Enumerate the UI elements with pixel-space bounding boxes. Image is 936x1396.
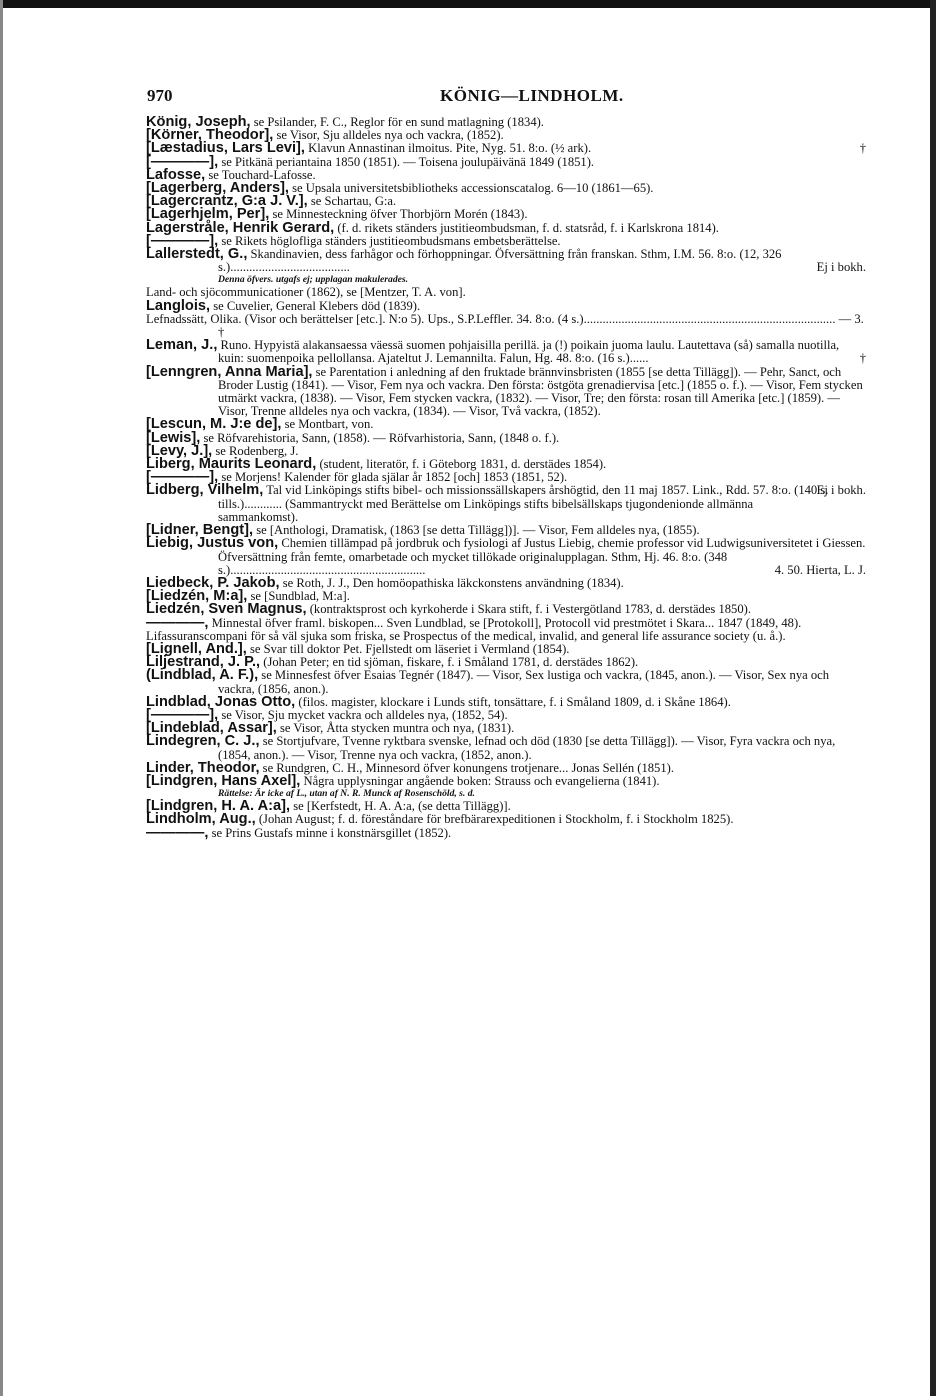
entry-text: Chemien tillämpad på jordbruk och fysiologi af Justus Liebig, chemie professor vid Ludwigsuniversitetet i Giessen. Öfversättning från femte, omarbetade och mycket tillökade originalupplagan. Sthm, Hj. 46. 8:o. (348 s.).............................................................. — [218, 536, 866, 577]
bibliography-entry — [146, 669, 866, 695]
entry-headword: [Liedzén, M:a], — [146, 588, 248, 605]
entry-text: se Rodenberg, J. — [215, 443, 299, 458]
entry-headword: Lefnadssätt, Olika. — [146, 311, 242, 326]
entry-headword: [————], — [146, 153, 219, 170]
entry-headword: Lallerstedt, G., — [146, 246, 248, 263]
entry-text: (Visor och berättelser [etc.]. N:o 5). Ups., S.P.Leffler. 34. 8:o. (4 s.)................................................................................ — 3. † — [218, 311, 864, 340]
entry-text: (kontraktsprost och kyrkoherde i Skara stift, f. i Vestergötland 1783, d. derstädes 1850). — [309, 602, 751, 617]
entry-headword: [Lagerberg, Anders], — [146, 180, 289, 197]
entry-headword: [————], — [146, 706, 219, 723]
bibliography-entry — [146, 537, 866, 577]
entry-headword: Lindblad, Jonas Otto, — [146, 693, 296, 710]
entry-headword: [Lescun, M. J:e de], — [146, 416, 282, 433]
entry-headword: Liebig, Justus von, — [146, 535, 279, 552]
entry-text: se Rikets höglofliga ständers justitieombudsmans embetsberättelse. — [221, 233, 561, 248]
entry-headword: [Lagercrantz, G:a J. V.], — [146, 193, 308, 210]
entry-headword: Leman, J., — [146, 337, 218, 354]
entry-text: Runo. Hypyistä alakansaessa väessä suomen pohjaisilla perillä. ja (!) poikain juoma laulu. Lautettava (så) samalla nuotilla, kuin: suomenpoika pellollansa. Ajateltut J. Lemannilta. Falun, Hg. 48. 8:o. (16 s.)...... — [218, 338, 840, 366]
running-head: KÖNIG—LINDHOLM. — [440, 86, 624, 105]
scan-border-left — [0, 0, 3, 1396]
entry-headword: Lidberg, Vilhelm, — [146, 482, 264, 499]
entry-headword: [Levy, J.], — [146, 442, 213, 459]
entry-text: (Johan Peter; en tid sjöman, fiskare, f. i Småland 1781, d. derstädes 1862). — [263, 655, 639, 670]
entry-text: se Visor, Åtta stycken muntra och nya, (1831). — [279, 721, 515, 736]
bibliography-entry — [146, 248, 866, 274]
entry-headword: Liedzén, Sven Magnus, — [146, 601, 307, 618]
entry-headword: [Lindeblad, Assar], — [146, 720, 277, 737]
entry-text: se Psilander, F. C., Reglor för en sund matlagning (1834). — [253, 115, 544, 129]
bibliography-entry — [146, 824, 866, 841]
entry-headword: Liedbeck, P. Jakob, — [146, 574, 280, 591]
entry-text: se Touchard-Lafosse. — [208, 167, 316, 182]
entry-headword: Lafosse, — [146, 166, 206, 183]
entry-headword: [Lagerhjelm, Per], — [146, 206, 270, 223]
entry-text: se Morjens! Kalender för glada själar år 1852 [och] 1853 (1851, 52). — [221, 470, 568, 485]
entry-headword: [Lindgren, H. A. A:a], — [146, 798, 291, 815]
entry-price-annotation: † — [859, 351, 866, 366]
entry-headword: Lagerstråle, Henrik Gerard, — [146, 219, 335, 236]
entry-text: se Minnesfest öfver Esaias Tegnér (1847). — Visor, Sex lustiga och vackra, (1845, anon.). — Visor, Sex nya och vackra, (1856, anon.). — [218, 668, 830, 696]
entry-text: se Parentation i anledning af den fruktade brännvinsbristen (1855 [se detta Tillägg]). — Pehr, Sanct, och Broder Lustig (1841). — Visor, Fem nya och vackra. Den första: östgöta grenadiervisa [etc.] (1855 o. f.). — Visor, Fem stycken utmärkt vackra, (1838). — Visor, Fem stycken vackra, (1832). — Visor, Tre; den första: rosan till Amerika [etc.] (1859). — Visor, Trenne alldeles nya och vackra, (1834). — Visor, Två vackra, (1852). — [218, 364, 863, 419]
entry-text: (filos. magister, klockare i Lunds stift, tonsättare, f. i Småland 1809, d. i Skåne 1864). — [298, 694, 731, 709]
entry-price-annotation: Ej i bokh. — [816, 260, 866, 275]
entry-text: (Johan August; f. d. föreståndare för brefbärarexpeditionen i Stockholm, f. i Stockholm 1825). — [258, 812, 734, 827]
entry-headword: [————], — [146, 469, 219, 486]
entry-headword: Land- och sjöcommunicationer — [146, 285, 304, 300]
entry-headword: Lindegren, C. J., — [146, 733, 260, 750]
entry-text: se Schartau, G:a. — [310, 194, 397, 209]
entry-headword: [Lenngren, Anna Maria], — [146, 363, 313, 380]
bibliography-entry — [146, 313, 866, 339]
entry-text: se Pitkänä periantaina 1850 (1851). — Toisena joulupäivänä 1849 (1851). — [221, 154, 595, 169]
entry-text: se Rundgren, C. H., Minnesord öfver konungens trotjenare... Jonas Sellén (1851). — [262, 760, 674, 775]
entry-text: Skandinavien, dess farhågor och förhoppningar. Öfversättning från franskan. Sthm, I.M. 56. 8:o. (12, 326 s.)...................................... — [218, 247, 782, 275]
entry-text: Klavun Annastinan ilmoitus. Pite, Nyg. 51. 8:o. (½ ark). — [308, 141, 592, 156]
entry-text: se Röfvarehistoria, Sann, (1858). — Röfvarhistoria, Sann, (1848 o. f.). — [203, 430, 560, 445]
entry-text: se Svar till doktor Pet. Fjellstedt om läseriet i Vermland (1854). — [249, 641, 570, 656]
entry-note: Rättelse: Är icke af L., utan af N. R. Munck af Rosenschöld, s. d. — [218, 788, 475, 800]
entry-text: för så väl sjuka som friska, se Prospectus of the medical, invalid, and general life assurance society (u. å.). — [250, 628, 786, 643]
entry-text: se Visor, Sju mycket vackra och alldeles nya, (1852, 54). — [221, 707, 508, 722]
entry-headword: Langlois, — [146, 297, 211, 314]
entry-text: Några upplysningar angående boken: Strauss och evangelierna (1841). — [303, 773, 660, 788]
entry-text: se Prins Gustafs minne i konstnärsgillet (1852). — [211, 825, 452, 840]
entry-text: se Visor, Sju alldeles nya och vackra, (1852). — [276, 128, 504, 143]
entry-text: se Montbart, von. — [284, 417, 374, 432]
bibliography-entry — [146, 772, 866, 789]
entry-text: se Upsala universitetsbibliotheks accessionscatalog. 6—10 (1861—65). — [292, 181, 654, 196]
scan-border-top — [0, 0, 936, 8]
bibliography-entry — [146, 484, 866, 524]
entry-headword: ————, — [146, 614, 209, 631]
entry-text: se [Anthologi, Dramatisk, (1863 [se detta Tillägg])]. — Visor, Fem alldeles nya, (1855). — [256, 523, 700, 538]
entry-headword: Lindholm, Aug., — [146, 811, 256, 828]
entry-text: se Minnesteckning öfver Thorbjörn Morén (1843). — [272, 207, 528, 222]
entry-text: se Cuvelier, General Klebers död (1839). — [213, 298, 421, 313]
entry-note: Denna öfvers. utgafs ej; upplagan makulerades. — [218, 274, 409, 286]
entry-headword: Liljestrand, J. P., — [146, 654, 261, 671]
entry-headword: Linder, Theodor, — [146, 759, 260, 776]
entry-price-annotation: Ej i bokh. — [816, 483, 866, 498]
entry-text: se [Kerfstedt, H. A. A:a, (se detta Tillägg)]. — [293, 799, 511, 814]
entry-text: se [Sundblad, M:a]. — [250, 589, 350, 604]
entry-headword: [Lindgren, Hans Axel], — [146, 772, 301, 789]
entry-price-annotation: † — [859, 141, 866, 156]
entry-list — [146, 116, 866, 840]
entry-text: (1862), se [Mentzer, T. A. von]. — [306, 285, 466, 300]
entry-headword: Liberg, Maurits Leonard, — [146, 456, 317, 473]
entry-headword: [Læstadius, Lars Levi], — [146, 140, 305, 157]
entry-headword: [Lewis], — [146, 429, 201, 446]
entry-headword: Lifassuranscompani — [146, 628, 248, 643]
entry-headword: (Lindblad, A. F.), — [146, 667, 259, 684]
entry-text: (f. d. rikets ständers justitieombudsman, f. d. statsråd, f. i Karlskrona 1814). — [337, 220, 719, 235]
entry-headword: ————, — [146, 824, 209, 841]
entry-headword: König, Joseph, — [146, 114, 251, 130]
entry-text: Tal vid Linköpings stifts bibel- och missionssällskapers årshögtid, den 11 maj 1857. Link., Rdd. 57. 8:o. (140 s. tills.)............ (Sammantryckt med Berättelse om Linköpings stifts bibelsällskaps tjugondenionde allmänna sammankomst). — [218, 483, 829, 524]
entry-text: se Stortjufvare, Tvenne ryktbara svenske, lefnad och död (1830 [se detta Tillägg]). — Visor, Fyra vackra och nya, (1854, anon.). — Visor, Trenne nya och vackra, (1852, anon.). — [218, 734, 836, 762]
entry-text: (student, literatör, f. i Göteborg 1831, d. derstädes 1854). — [319, 457, 607, 472]
entry-price-annotation: 4. 50. Hierta, L. J. — [774, 562, 866, 577]
bibliography-entry — [146, 363, 866, 419]
bibliography-entry — [146, 735, 866, 761]
entry-headword: [————], — [146, 232, 219, 249]
page-number: 970 — [147, 86, 173, 105]
bibliography-entry — [146, 339, 866, 365]
entry-headword: [Lidner, Bengt], — [146, 522, 254, 539]
entry-headword: [Körner, Theodor], — [146, 127, 274, 144]
entry-text: Minnestal öfver framl. biskopen... Sven Lundblad, se [Protokoll], Protocoll vid prestmötet i Skara... 1847 (1849, 48). — [211, 615, 802, 630]
entry-text: se Roth, J. J., Den homöopathiska läkckonstens användning (1834). — [282, 575, 624, 590]
scan-border-right — [930, 0, 936, 1396]
entry-headword: [Lignell, And.], — [146, 640, 247, 657]
